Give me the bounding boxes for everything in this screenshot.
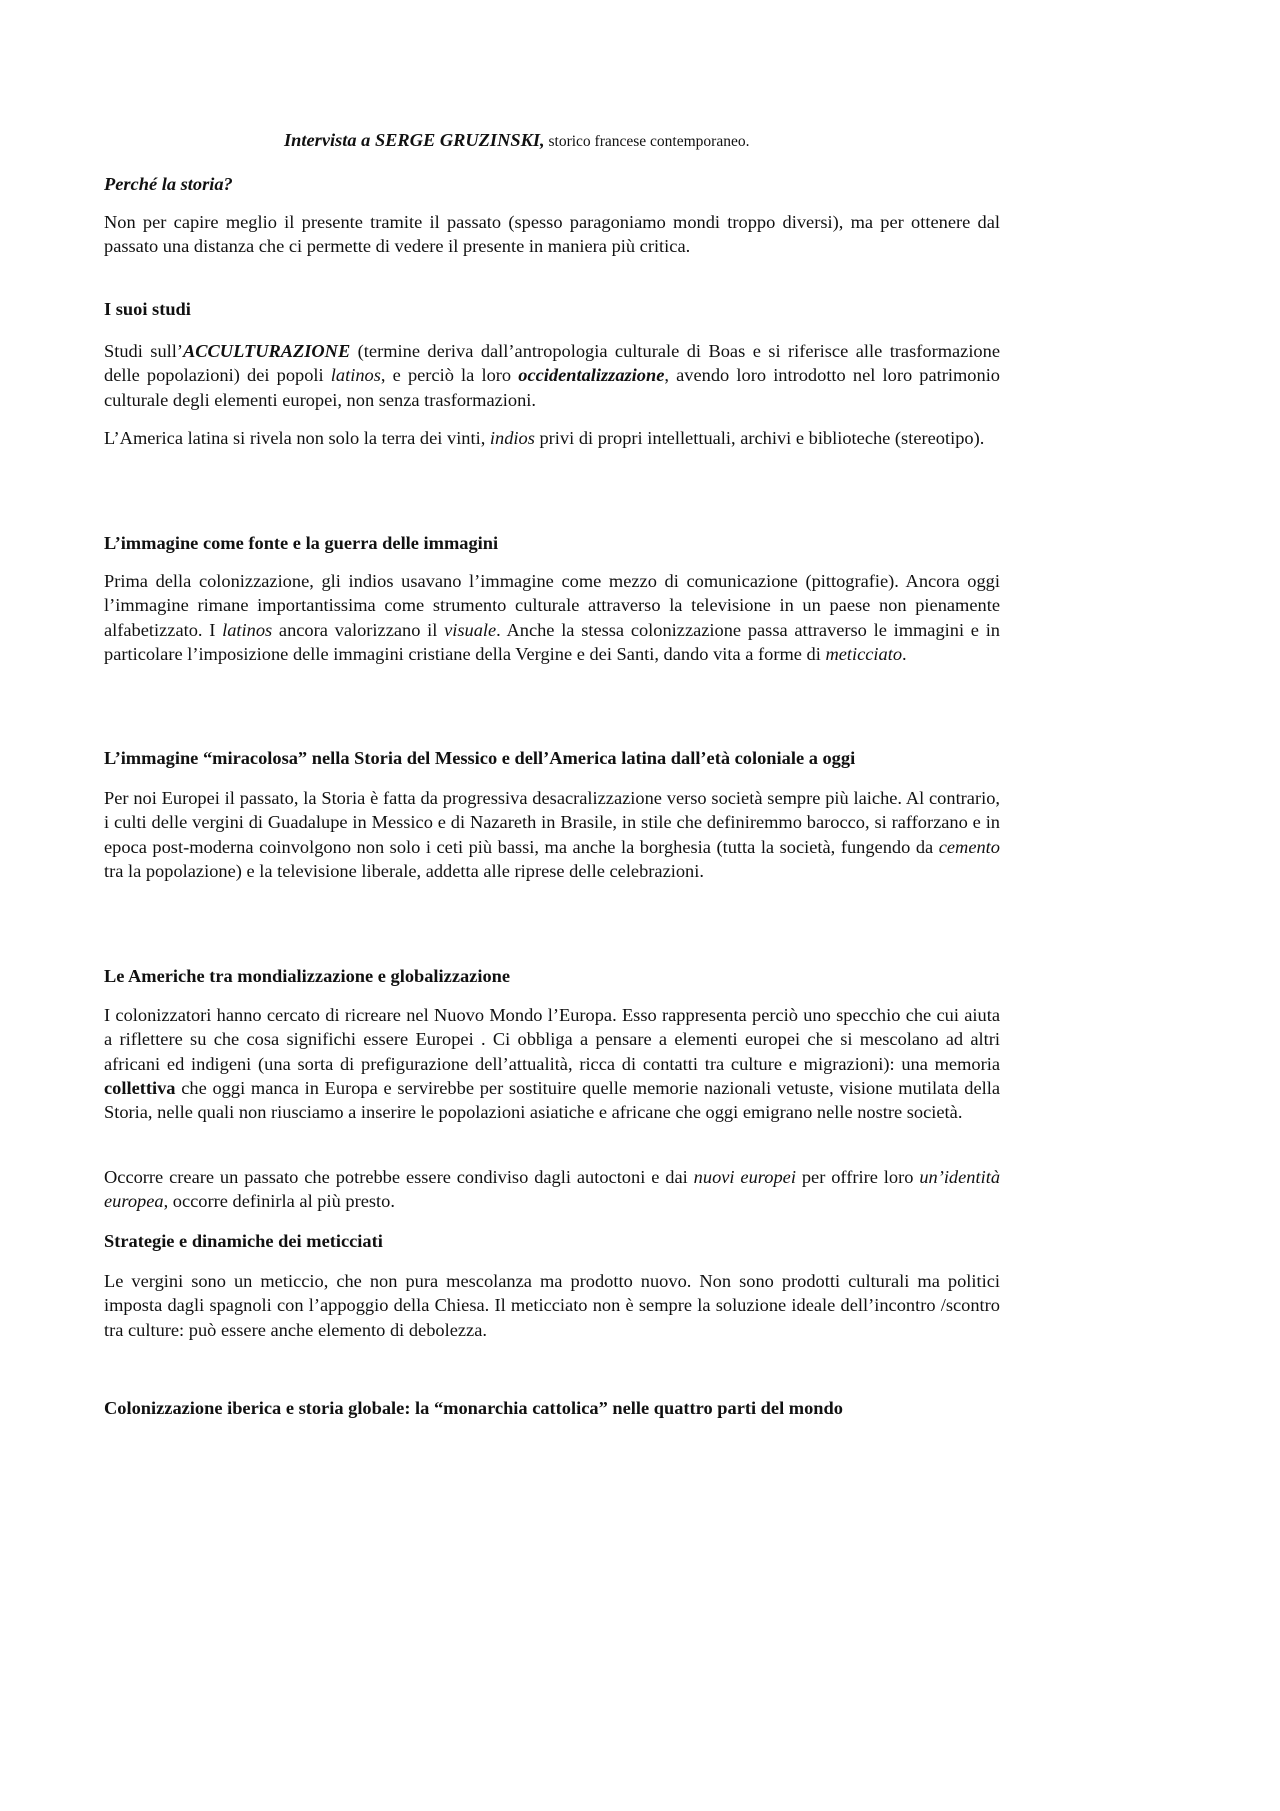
text-run: , e perciò la loro [380, 365, 519, 386]
paragraph-passato-condiviso [104, 1165, 1000, 1214]
question-perche-storia: Perché la storia? [104, 174, 233, 194]
paragraph-storia-desacralizzazione [104, 786, 1000, 883]
term-indios: indios [489, 428, 535, 448]
document-title [284, 128, 749, 154]
text-run: (termine deriva dall’antropologia culturale di Boas e si riferisce alle trasformazione delle popolazioni) dei popoli [104, 341, 1000, 386]
heading-suoi-studi: I suoi studi [104, 299, 191, 319]
text-run: tra la popolazione) e la televisione liberale, addetta alle riprese delle celebrazioni. [104, 860, 704, 881]
text-run: L’America latina si rivela non solo la terra dei vinti, [104, 428, 490, 448]
text-run: Studi sull’ [104, 341, 183, 361]
paragraph-america-latina [104, 426, 1000, 450]
paragraph-immagine [104, 569, 1000, 666]
term-meticciato: meticciato [825, 643, 903, 664]
text-run: Prima della colonizzazione, gli indios usavano l’immagine come mezzo di comunicazione (pittografie). Ancora oggi l’immagine rimane importantissima come strumento culturale attraverso la televisione in un paese non pienamente alfabetizzato. I [104, 571, 1000, 640]
text-run: ancora valorizzano il [272, 619, 445, 640]
heading-immagine-miracolosa: L’immagine “miracolosa” nella Storia del Messico e dell’America latina dall’età coloniale a oggi [104, 748, 856, 768]
paragraph-vergini-meticcio: Le vergini sono un meticcio, che non pura mescolanza ma prodotto nuovo. Non sono prodotti culturali ma politici imposta dagli spagnoli con l’appoggio della Chiesa. Il meticciato non è sempre la soluzione ideale dell’incontro /scontro tra culture: può essere anche elemento di debolezza. [104, 1271, 1000, 1340]
term-acculturazione: ACCULTURAZIONE [182, 341, 351, 361]
title-subtitle: storico francese contemporaneo. [544, 133, 750, 150]
text-run: Occorre creare un passato che potrebbe essere condiviso dagli autoctoni e dai [104, 1167, 694, 1187]
term-occidentalizzazione: occidentalizzazione [518, 365, 665, 386]
paragraph-acculturazione [104, 339, 1000, 412]
paragraph-perche-storia: Non per capire meglio il presente tramite il passato (spesso paragoniamo mondi troppo diversi), ma per ottenere dal passato una distanza che ci permette di vedere il presente in maniera più critica. [104, 212, 1000, 257]
term-visuale: visuale [444, 619, 497, 640]
term-identita-europea: un’identità europea [104, 1167, 1001, 1212]
text-run: , avendo loro introdotto nel loro patrimonio culturale degli elementi europei, non senza trasformazioni. [104, 365, 1000, 410]
text-run: che oggi manca in Europa e servirebbe per sostituire quelle memorie nazionali vetuste, visione mutilata della Storia, nelle quali non riusciamo a inserire le popolazioni asiatiche e africane che oggi emigrano nelle nostre società. [104, 1077, 1000, 1123]
text-run: per offrire loro [795, 1167, 920, 1187]
term-cemento: cemento [938, 836, 1000, 857]
heading-strategie: Strategie e dinamiche dei meticciati [104, 1231, 383, 1251]
heading-colonizzazione-iberica: Colonizzazione iberica e storia globale: la “monarchia cattolica” nelle quattro parti del mondo [104, 1398, 843, 1418]
text-run: . Anche la stessa colonizzazione passa attraverso le immagini e in particolare l’imposizione delle immagini cristiane della Vergine e dei Santi, dando vita a forme di [104, 619, 1000, 664]
text-run: , occorre definirla al più presto. [163, 1191, 395, 1212]
heading-americhe: Le Americhe tra mondializzazione e globalizzazione [104, 966, 511, 986]
paragraph-colonizzatori [104, 1003, 1000, 1124]
title-main: Intervista a SERGE GRUZINSKI, [284, 130, 545, 150]
term-nuovi-europei: nuovi europei [693, 1167, 796, 1187]
text-run: privi di propri intellettuali, archivi e biblioteche (stereotipo). [534, 428, 985, 448]
heading-immagine-fonte: L’immagine come fonte e la guerra delle immagini [104, 533, 499, 553]
term-collettiva: collettiva [104, 1077, 176, 1098]
text-run: Per noi Europei il passato, la Storia è fatta da progressiva desacralizzazione verso società sempre più laiche. Al contrario, i culti delle vergini di Guadalupe in Messico e di Nazareth in Brasile, in stile che definiremmo barocco, si rafforzano e in epoca post-moderna coinvolgono non solo i ceti più bassi, ma anche la borghesia (tutta la società, fungendo da [104, 788, 1000, 857]
text-run: I colonizzatori hanno cercato di ricreare nel Nuovo Mondo l’Europa. Esso rappresenta perciò uno specchio che cui aiuta a riflettere su che cosa significhi essere Europei . Ci obbliga a pensare a elementi europei che si mescolano ad altri africani ed indigeni (una sorta di prefigurazione dell’attualità, ricca di contatti tra culture e migrazioni): una memoria [104, 1005, 1000, 1074]
text-run: . [902, 643, 907, 664]
term-latinos: latinos [330, 365, 381, 386]
term-latinos: latinos [222, 619, 273, 640]
